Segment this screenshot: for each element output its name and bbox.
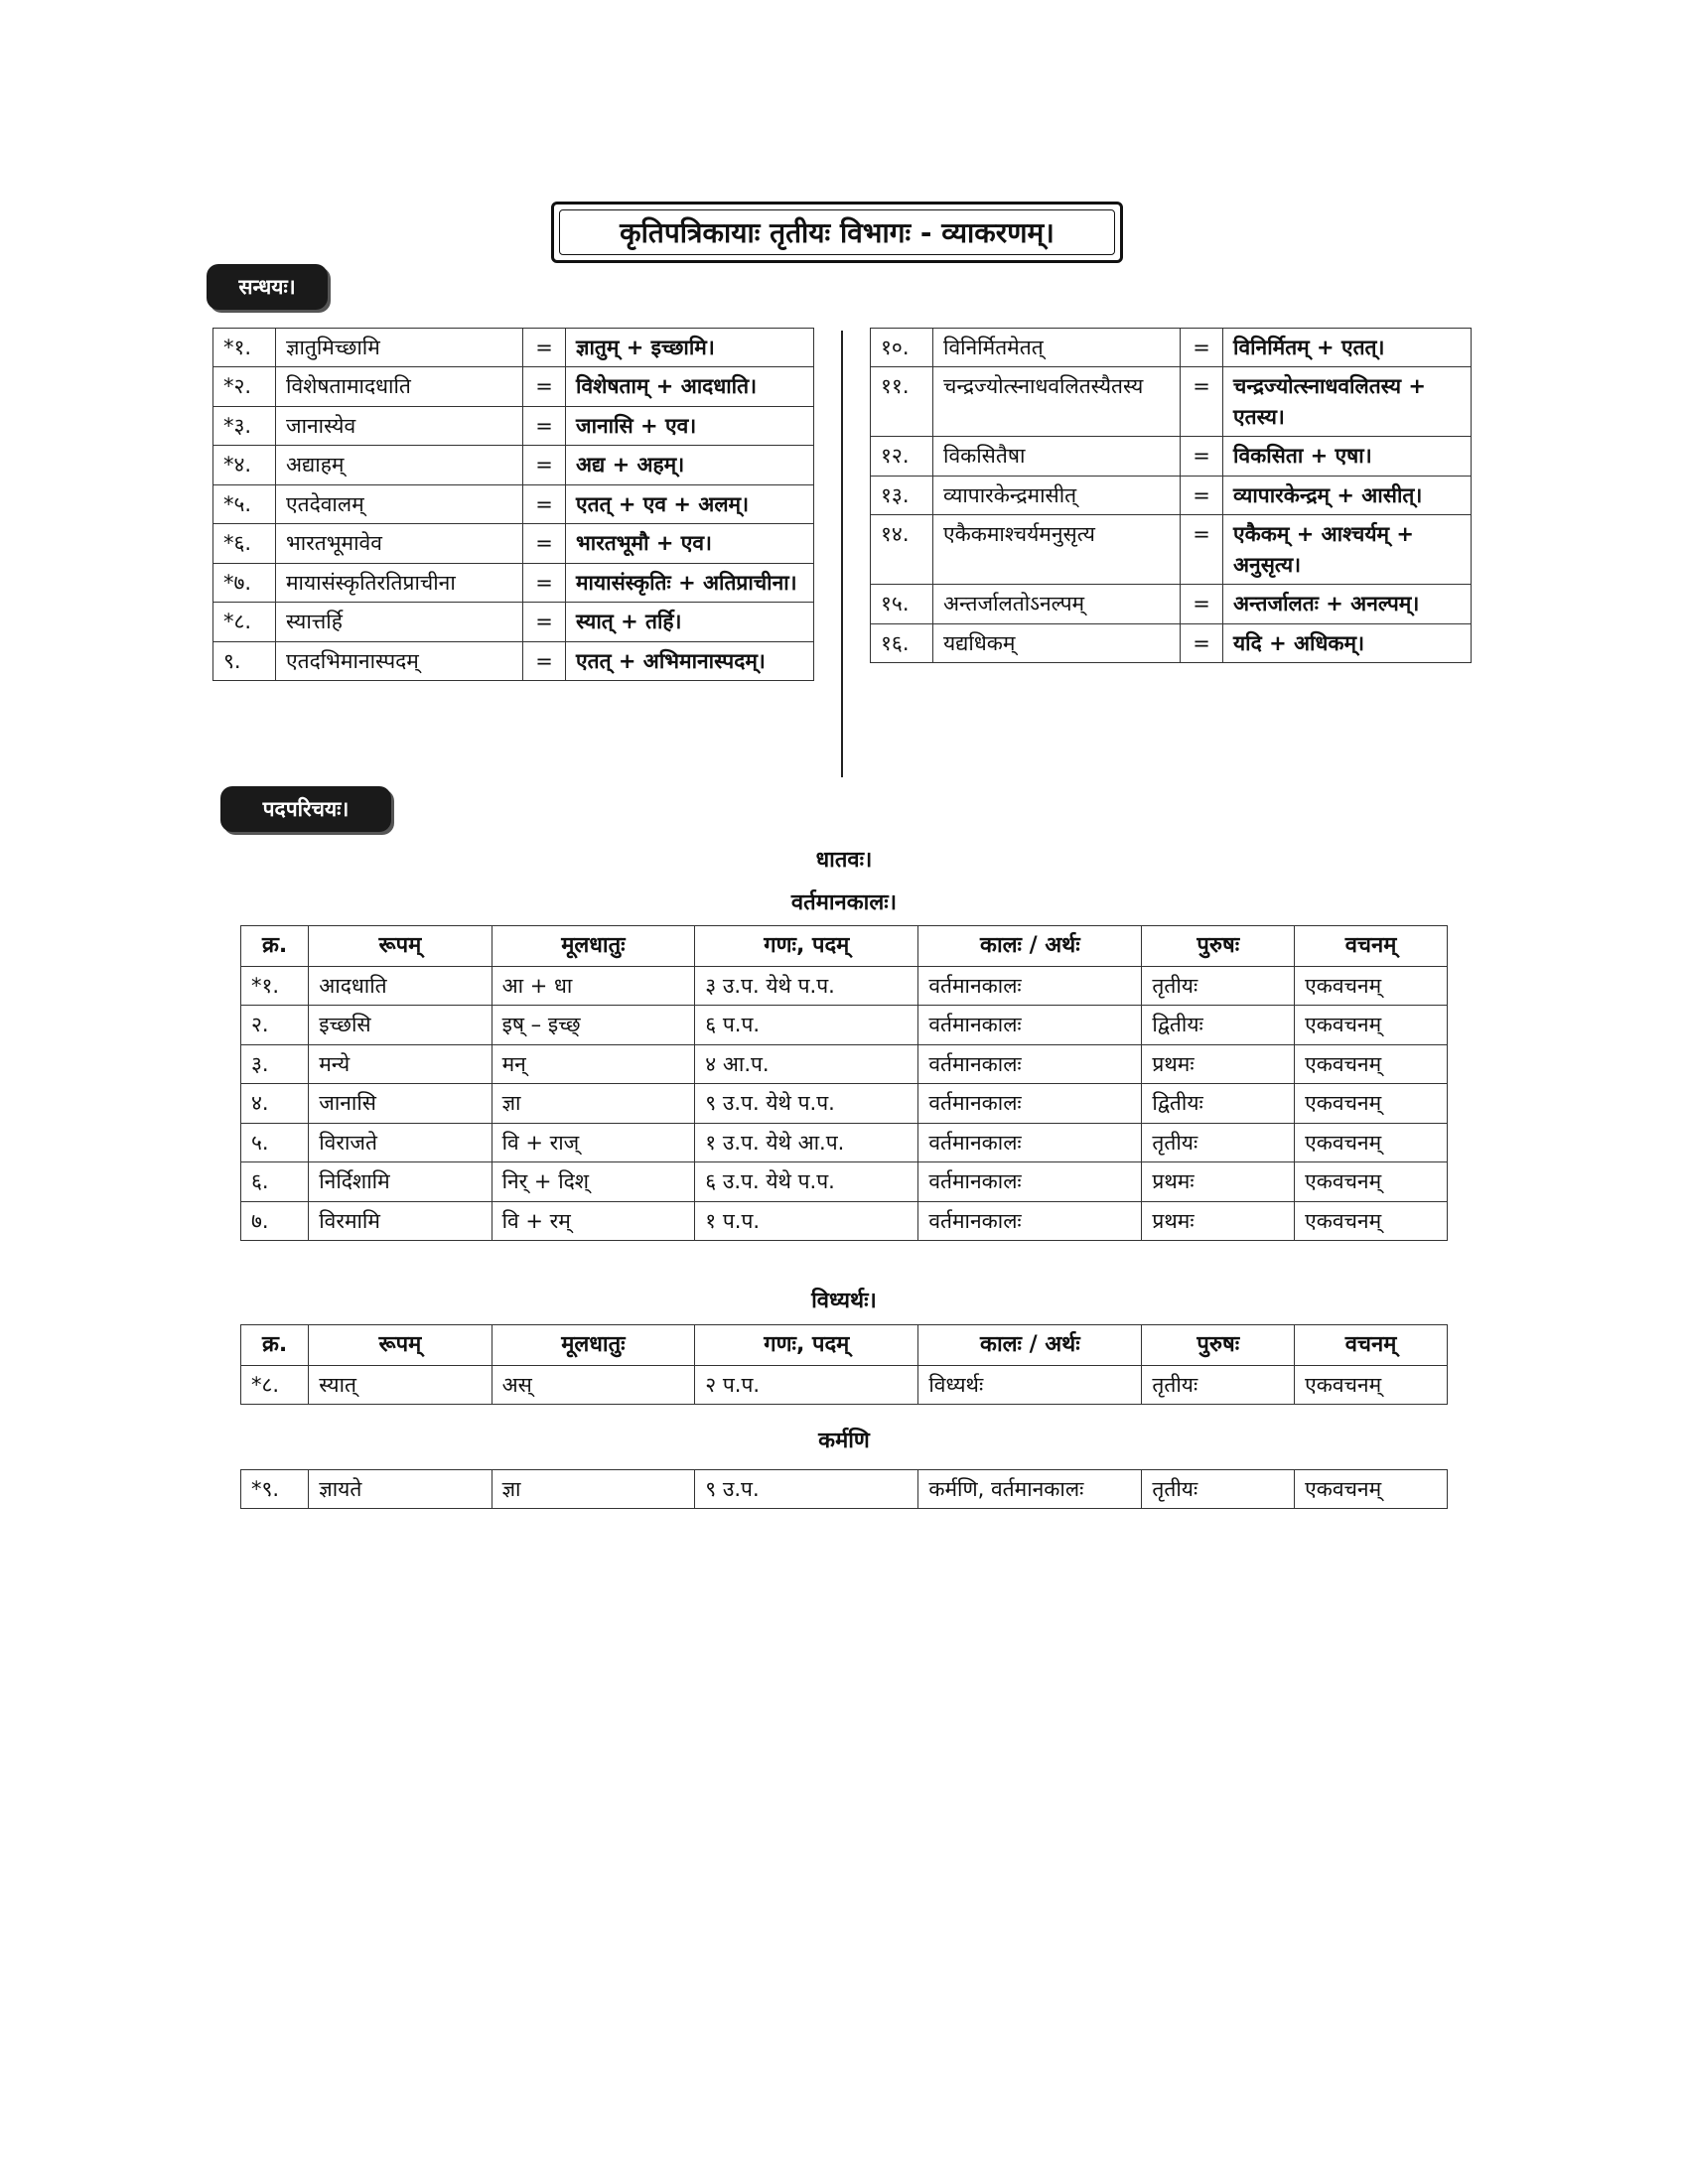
sandhi-word: यद्यधिकम्: [933, 623, 1181, 662]
sandhi-split: अन्तर्जालतः + अनल्पम्।: [1223, 585, 1472, 623]
equals-sign: =: [523, 484, 566, 523]
sandhi-right-row: [871, 437, 1472, 476]
header-row: [241, 926, 1448, 967]
table-row: [241, 1470, 1448, 1509]
table-cell: *१.: [241, 966, 309, 1005]
table-cell: ज्ञा: [492, 1084, 695, 1123]
table-cell: तृतीयः: [1142, 1123, 1295, 1161]
table-row: [241, 1084, 1448, 1123]
sandhi-split: विनिर्मितम् + एतत्।: [1223, 329, 1472, 367]
table-cell: निर्दिशामि: [309, 1162, 492, 1201]
table-cell: ३.: [241, 1044, 309, 1083]
table-row: [241, 1044, 1448, 1083]
equals-sign: =: [1181, 585, 1223, 623]
equals-sign: =: [523, 406, 566, 445]
table-cell: स्यात्: [309, 1365, 492, 1404]
table-cell: मन्ये: [309, 1044, 492, 1083]
sandhi-word: एकैकमाश्चर्यमनुसृत्य: [933, 515, 1181, 585]
sandhi-word: विशेषतामादधाति: [276, 367, 523, 406]
table-cell: एकवचनम्: [1295, 1162, 1448, 1201]
table-cell: ७.: [241, 1201, 309, 1240]
table-cell: जानासि: [309, 1084, 492, 1123]
sandhi-right-row: [871, 585, 1472, 623]
sandhi-number: १३.: [871, 476, 933, 514]
table-cell: ५.: [241, 1123, 309, 1161]
header-row: [241, 1325, 1448, 1366]
sandhi-number: *५.: [213, 484, 276, 523]
sandhi-right-row: [871, 515, 1472, 585]
table-cell: वर्तमानकालः: [918, 1006, 1142, 1044]
table-cell: वर्तमानकालः: [918, 1162, 1142, 1201]
equals-sign: =: [523, 446, 566, 484]
table-cell: एकवचनम्: [1295, 1006, 1448, 1044]
sandhi-split: विशेषताम् + आदधाति।: [566, 367, 814, 406]
sandhi-word: व्यापारकेन्द्रमासीत्: [933, 476, 1181, 514]
equals-sign: =: [1181, 515, 1223, 585]
sandhi-table-right: [870, 328, 1472, 663]
table-cell: २.: [241, 1006, 309, 1044]
table-cell: इच्छसि: [309, 1006, 492, 1044]
table-cell: विध्यर्थः: [918, 1365, 1142, 1404]
sandhi-split: स्यात् + तर्हि।: [566, 603, 814, 641]
table-cell: तृतीयः: [1142, 966, 1295, 1005]
sandhi-number: *७.: [213, 563, 276, 602]
column-header: कालः / अर्थः: [918, 1325, 1142, 1366]
sandhi-split: एकैकम् + आश्चर्यम् + अनुसृत्य।: [1223, 515, 1472, 585]
table-cell: तृतीयः: [1142, 1470, 1295, 1509]
sandhi-word: स्यात्तर्हि: [276, 603, 523, 641]
table-cell: १ प.प.: [695, 1201, 918, 1240]
sandhi-word: चन्द्रज्योत्स्नाधवलितस्यैतस्य: [933, 367, 1181, 437]
sandhi-split: विकसिता + एषा।: [1223, 437, 1472, 476]
equals-sign: =: [1181, 437, 1223, 476]
table-cell: एकवचनम्: [1295, 1201, 1448, 1240]
table-cell: ज्ञा: [492, 1470, 695, 1509]
equals-sign: =: [523, 641, 566, 680]
sandhi-word: भारतभूमावेव: [276, 524, 523, 563]
table-cell: ९ उ.प. येथे प.प.: [695, 1084, 918, 1123]
table-cell: द्वितीयः: [1142, 1084, 1295, 1123]
column-header: मूलधातुः: [492, 926, 695, 967]
table-row: [241, 966, 1448, 1005]
table-row: [241, 1123, 1448, 1161]
sandhi-number: *४.: [213, 446, 276, 484]
vidhyartha-table: [240, 1324, 1448, 1405]
sandhi-number: १४.: [871, 515, 933, 585]
sandhi-left-row: [213, 603, 814, 641]
sandhi-number: १५.: [871, 585, 933, 623]
column-header: गणः, पदम्: [695, 926, 918, 967]
table-cell: ४.: [241, 1084, 309, 1123]
column-header: वचनम्: [1295, 1325, 1448, 1366]
vidhyartha-heading: विध्यर्थः।: [811, 1289, 877, 1313]
table-cell: एकवचनम्: [1295, 966, 1448, 1005]
sandhi-split: ज्ञातुम् + इच्छामि।: [566, 329, 814, 367]
equals-sign: =: [523, 329, 566, 367]
sandhi-left-row: [213, 406, 814, 445]
table-cell: ३ उ.प. येथे प.प.: [695, 966, 918, 1005]
page-title-text: कृतिपत्रिकायाः तृतीयः विभागः - व्याकरणम्।: [620, 216, 1055, 249]
table-cell: द्वितीयः: [1142, 1006, 1295, 1044]
table-cell: वर्तमानकालः: [918, 1201, 1142, 1240]
table-cell: निर् + दिश्: [492, 1162, 695, 1201]
sandhi-word: जानास्येव: [276, 406, 523, 445]
sandhi-split: यदि + अधिकम्।: [1223, 623, 1472, 662]
table-cell: ६.: [241, 1162, 309, 1201]
table-cell: वि + राज्: [492, 1123, 695, 1161]
table-cell: *८.: [241, 1365, 309, 1404]
equals-sign: =: [1181, 476, 1223, 514]
sandhi-number: *८.: [213, 603, 276, 641]
table-cell: ४ आ.प.: [695, 1044, 918, 1083]
table-cell: ज्ञायते: [309, 1470, 492, 1509]
sandhi-split: अद्य + अहम्।: [566, 446, 814, 484]
karmani-heading: कर्मणि: [818, 1429, 870, 1453]
sandhi-right-row: [871, 623, 1472, 662]
sandhi-split: जानासि + एव।: [566, 406, 814, 445]
table-cell: प्रथमः: [1142, 1044, 1295, 1083]
equals-sign: =: [523, 603, 566, 641]
table-cell: विराजते: [309, 1123, 492, 1161]
sandhi-number: *६.: [213, 524, 276, 563]
table-cell: इष् – इच्छ्: [492, 1006, 695, 1044]
sandhi-number: *१.: [213, 329, 276, 367]
table-cell: वर्तमानकालः: [918, 1084, 1142, 1123]
table-row: [241, 1201, 1448, 1240]
sandhi-word: ज्ञातुमिच्छामि: [276, 329, 523, 367]
table-cell: विरमामि: [309, 1201, 492, 1240]
karmani-table: [240, 1469, 1448, 1509]
table-cell: ६ उ.प. येथे प.प.: [695, 1162, 918, 1201]
table-cell: एकवचनम्: [1295, 1470, 1448, 1509]
table-cell: प्रथमः: [1142, 1162, 1295, 1201]
table-row: [241, 1162, 1448, 1201]
sandhi-left-row: [213, 329, 814, 367]
table-cell: एकवचनम्: [1295, 1365, 1448, 1404]
sandhi-table-left: [212, 328, 814, 681]
sandhi-split: भारतभूमौ + एव।: [566, 524, 814, 563]
sandhi-right-row: [871, 476, 1472, 514]
vartaman-heading: वर्तमानकालः।: [790, 890, 898, 915]
column-header: क्र.: [241, 926, 309, 967]
table-row: [241, 1365, 1448, 1404]
sandhi-left-row: [213, 641, 814, 680]
table-cell: ९ उ.प.: [695, 1470, 918, 1509]
sandhi-word: अद्याहम्: [276, 446, 523, 484]
table-cell: तृतीयः: [1142, 1365, 1295, 1404]
table-cell: २ प.प.: [695, 1365, 918, 1404]
page-title: [551, 202, 1123, 263]
table-cell: प्रथमः: [1142, 1201, 1295, 1240]
sandhi-split: एतत् + अभिमानास्पदम्।: [566, 641, 814, 680]
equals-sign: =: [1181, 329, 1223, 367]
sandhi-left-row: [213, 446, 814, 484]
table-cell: वर्तमानकालः: [918, 1123, 1142, 1161]
sandhi-right-row: [871, 367, 1472, 437]
sandhi-number: *२.: [213, 367, 276, 406]
sandhi-number: ११.: [871, 367, 933, 437]
sandhi-word: एतदभिमानास्पदम्: [276, 641, 523, 680]
sandhi-number: *३.: [213, 406, 276, 445]
column-header: पुरुषः: [1142, 1325, 1295, 1366]
equals-sign: =: [523, 563, 566, 602]
sandhi-split: एतत् + एव + अलम्।: [566, 484, 814, 523]
sandhi-number: १०.: [871, 329, 933, 367]
table-cell: कर्मणि, वर्तमानकालः: [918, 1470, 1142, 1509]
column-header: वचनम्: [1295, 926, 1448, 967]
table-cell: अस्: [492, 1365, 695, 1404]
table-cell: आ + धा: [492, 966, 695, 1005]
table-cell: वर्तमानकालः: [918, 966, 1142, 1005]
sandhi-split: मायासंस्कृतिः + अतिप्राचीना।: [566, 563, 814, 602]
equals-sign: =: [523, 367, 566, 406]
sandhi-word: मायासंस्कृतिरतिप्राचीना: [276, 563, 523, 602]
equals-sign: =: [1181, 623, 1223, 662]
column-header: रूपम्: [309, 1325, 492, 1366]
sandhi-number: १२.: [871, 437, 933, 476]
equals-sign: =: [523, 524, 566, 563]
pada-tag: पदपरिचयः।: [220, 786, 391, 832]
equals-sign: =: [1181, 367, 1223, 437]
sandhi-split: व्यापारकेन्द्रम् + आसीत्।: [1223, 476, 1472, 514]
sandhi-right-row: [871, 329, 1472, 367]
sandhi-left-row: [213, 563, 814, 602]
table-cell: *९.: [241, 1470, 309, 1509]
column-header: रूपम्: [309, 926, 492, 967]
column-header: कालः / अर्थः: [918, 926, 1142, 967]
table-cell: एकवचनम्: [1295, 1044, 1448, 1083]
table-cell: १ उ.प. येथे आ.प.: [695, 1123, 918, 1161]
column-header: मूलधातुः: [492, 1325, 695, 1366]
table-cell: ६ प.प.: [695, 1006, 918, 1044]
sandhi-left-row: [213, 524, 814, 563]
dhatavah-heading: धातवः।: [815, 848, 873, 873]
sandhi-number: ९.: [213, 641, 276, 680]
column-divider: [841, 331, 843, 777]
sandhi-word: विकसितैषा: [933, 437, 1181, 476]
sandhi-split: चन्द्रज्योत्स्नाधवलितस्य + एतस्य।: [1223, 367, 1472, 437]
column-header: गणः, पदम्: [695, 1325, 918, 1366]
table-cell: वर्तमानकालः: [918, 1044, 1142, 1083]
table-cell: एकवचनम्: [1295, 1084, 1448, 1123]
sandhi-word: विनिर्मितमेतत्: [933, 329, 1181, 367]
sandhi-left-row: [213, 367, 814, 406]
sandhi-left-row: [213, 484, 814, 523]
sandhi-number: १६.: [871, 623, 933, 662]
table-cell: वि + रम्: [492, 1201, 695, 1240]
table-cell: आदधाति: [309, 966, 492, 1005]
sandhi-word: एतदेवालम्: [276, 484, 523, 523]
sandhi-word: अन्तर्जालतोऽनल्पम्: [933, 585, 1181, 623]
table-cell: एकवचनम्: [1295, 1123, 1448, 1161]
table-row: [241, 1006, 1448, 1044]
column-header: क्र.: [241, 1325, 309, 1366]
column-header: पुरुषः: [1142, 926, 1295, 967]
vartaman-table: [240, 925, 1448, 1241]
sandhi-tag: सन्धयः।: [207, 264, 328, 310]
table-cell: मन्: [492, 1044, 695, 1083]
